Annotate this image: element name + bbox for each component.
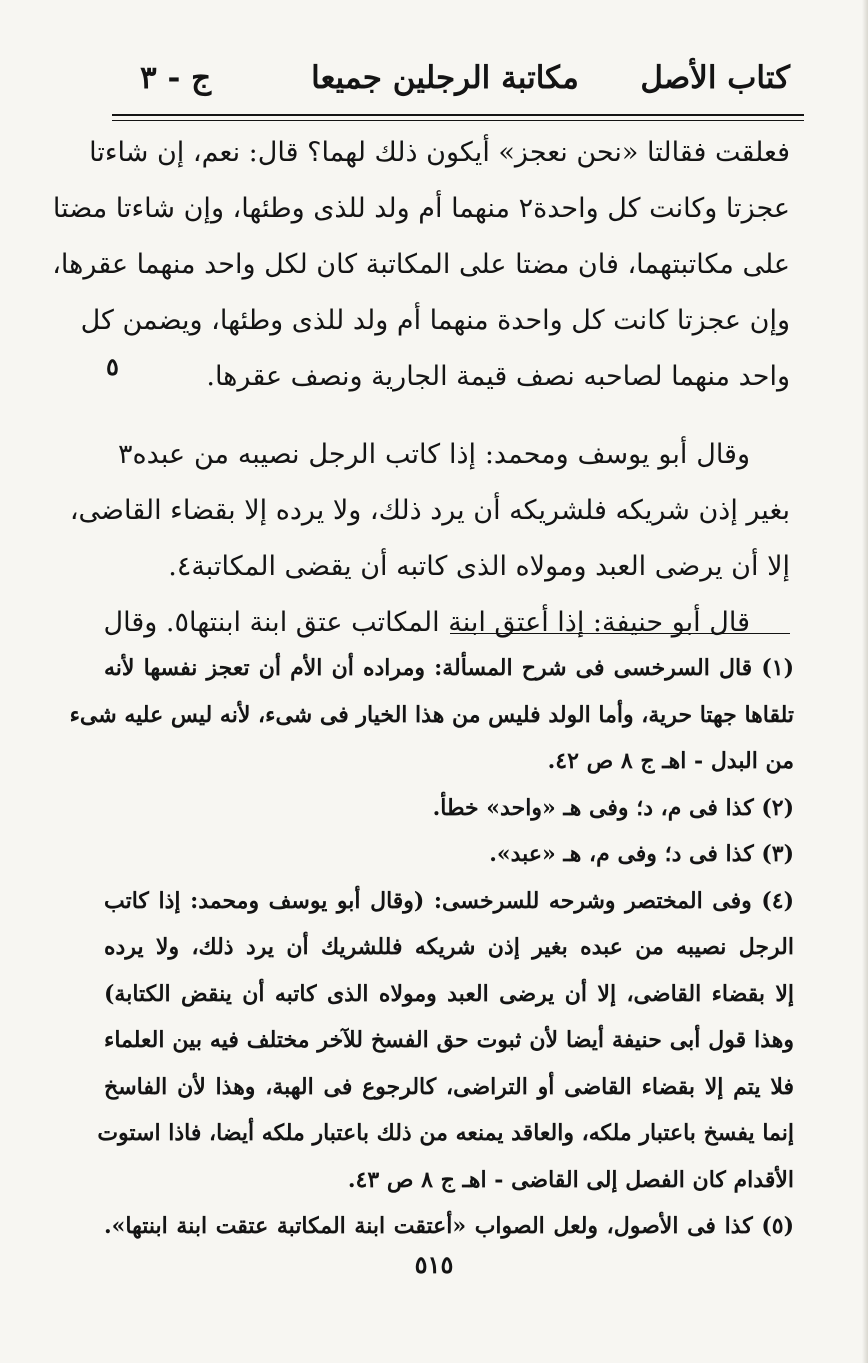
- text-line: واحد منهما لصاحبه نصف قيمة الجارية ونصف عقرها.: [206, 361, 790, 392]
- footnote-line: من البدل - اهـ ج ٨ ص ٤٢.: [547, 748, 794, 774]
- footnote-line: إنما يفسخ باعتبار ملكه، والعاقد يمنعه من ذلك باعتبار ملكه أيضا، فاذا استوت: [97, 1120, 794, 1146]
- footnote-line: وهذا قول أبى حنيفة أيضا لأن ثبوت حق الفسخ للآخر مختلف فيه بين العلماء: [104, 1027, 794, 1053]
- volume-label: ج - ٣: [140, 60, 212, 96]
- text-line: إلا أن يرضى العبد ومولاه الذى كاتبه أن يقضى المكاتبة٤.: [168, 551, 790, 582]
- footnote-separator: [450, 633, 790, 634]
- footnote-line: الأقدام كان الفصل إلى القاضى - اهـ ج ٨ ص ٤٣.: [347, 1166, 794, 1193]
- text-line: وقال أبو يوسف ومحمد: إذا كاتب الرجل نصيبه من عبده٣: [118, 439, 750, 470]
- footnote-line: الرجل نصيبه من عبده بغير إذن شريكه فللشريك أن يرد ذلك، ولا يرده: [104, 934, 794, 960]
- footnote-line: فلا يتم إلا بقضاء القاضى أو التراضى، كالرجوع فى الهبة، وهذا لأن الفاسخ: [104, 1073, 794, 1100]
- header-rule: [112, 114, 804, 121]
- footnote-line: (٣) كذا فى د؛ وفى م، هـ «عبد».: [489, 841, 794, 867]
- page-number: ٥١٥: [414, 1250, 454, 1279]
- chapter-title: مكاتبة الرجلين جميعا: [311, 60, 579, 96]
- text-line: قال أبو حنيفة: إذا أعتق ابنة المكاتب عتق ابنة ابنتها٥. وقال: [103, 607, 750, 638]
- footnote-line: تلقاها جهتا حرية، وأما الولد فليس من هذا الخيار فى شىء، لأنه ليس عليه شىء: [69, 701, 794, 728]
- text-line: بغير إذن شريكه فلشريكه أن يرد ذلك، ولا يرده إلا بقضاء القاضى،: [69, 495, 790, 526]
- footnote-line: (١) قال السرخسى فى شرح المسألة: ومراده أن الأم أن تعجز نفسها لأنه: [104, 655, 794, 681]
- text-line: على مكاتبتهما، فان مضتا على المكاتبة كان لكل واحد منهما عقرها،: [52, 249, 790, 280]
- margin-line-number: ٥: [106, 352, 119, 381]
- text-line: عجزتا وكانت كل واحدة٢ منهما أم ولد للذى وطئها، وإن شاءتا مضتا: [52, 193, 790, 224]
- footnotes: [69, 645, 794, 1250]
- footnote-line: إلا بقضاء القاضى، إلا أن يرضى العبد ومولاه الذى كاتبه أن ينقض الكتابة): [104, 980, 794, 1007]
- running-header: [100, 52, 790, 108]
- main-text: [52, 125, 790, 651]
- footnote-line: (٤) وفى المختصر وشرحه للسرخسى: (وقال أبو يوسف ومحمد: إذا كاتب: [104, 887, 794, 914]
- book-title: كتاب الأصل: [640, 60, 790, 96]
- text-line: وإن عجزتا كانت كل واحدة منهما أم ولد للذى وطئها، ويضمن كل: [80, 305, 790, 336]
- scan-edge-shadow: [862, 0, 868, 1363]
- footnote-line: (٥) كذا فى الأصول، ولعل الصواب «أعتقت ابنة المكاتبة عتقت ابنة ابنتها».: [104, 1213, 794, 1239]
- footnote-line: (٢) كذا فى م، د؛ وفى هـ «واحد» خطأ.: [432, 794, 794, 821]
- text-line: فعلقت فقالتا «نحن نعجز» أيكون ذلك لهما؟ قال: نعم، إن شاءتا: [89, 137, 790, 168]
